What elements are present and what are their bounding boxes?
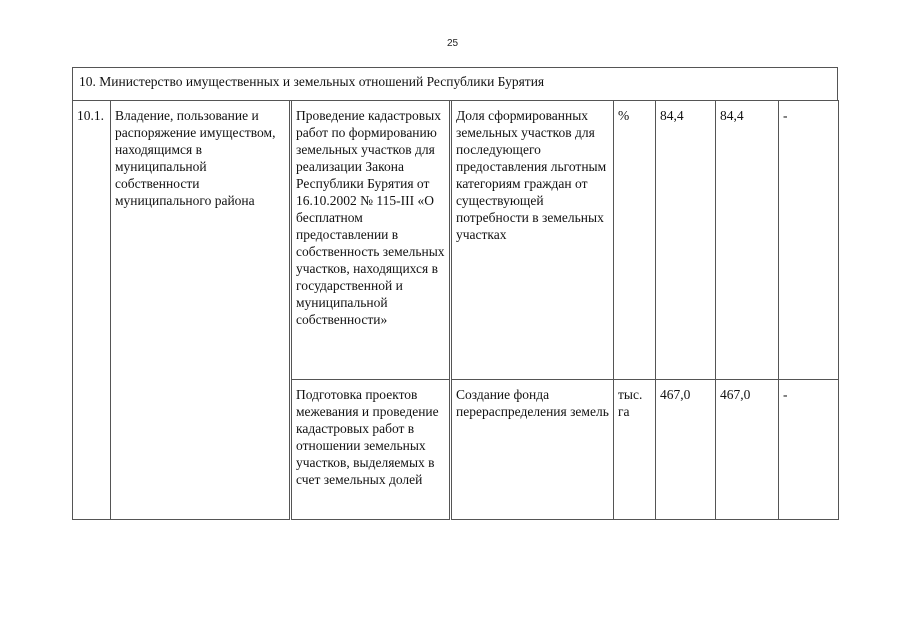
unit-cell: % <box>614 101 656 380</box>
value-cell: - <box>779 101 839 380</box>
unit-cell: тыс. га <box>614 380 656 520</box>
indicator-cell: Доля сформированных земельных участков для последующего предоставления льготным категориям граждан от существующей потребности в земельных участках <box>451 101 614 380</box>
activity-cell: Подготовка проектов межевания и проведение кадастровых работ в отношении земельных участков, выделяемых в счет земельных долей <box>291 380 451 520</box>
table-row <box>73 101 839 380</box>
value-cell: 467,0 <box>716 380 779 520</box>
page-number: 25 <box>446 38 459 49</box>
value-cell: 84,4 <box>656 101 716 380</box>
program-name: Владение, пользование и распоряжение имуществом, находящимся в муниципальной собственности муниципального района <box>111 101 291 520</box>
section-title: 10. Министерство имущественных и земельных отношений Республики Бурятия <box>72 67 838 101</box>
value-cell: 467,0 <box>656 380 716 520</box>
indicators-table <box>72 100 839 520</box>
value-cell: 84,4 <box>716 101 779 380</box>
value-cell: - <box>779 380 839 520</box>
activity-cell: Проведение кадастровых работ по формированию земельных участков для реализации Закона Республики Бурятия от 16.10.2002 № 115-III «О бесплатном предоставлении в собственность земельных участков, находящихся в государственной и муниципальной собственности» <box>291 101 451 380</box>
indicator-cell: Создание фонда перераспределения земель <box>451 380 614 520</box>
row-number: 10.1. <box>73 101 111 520</box>
